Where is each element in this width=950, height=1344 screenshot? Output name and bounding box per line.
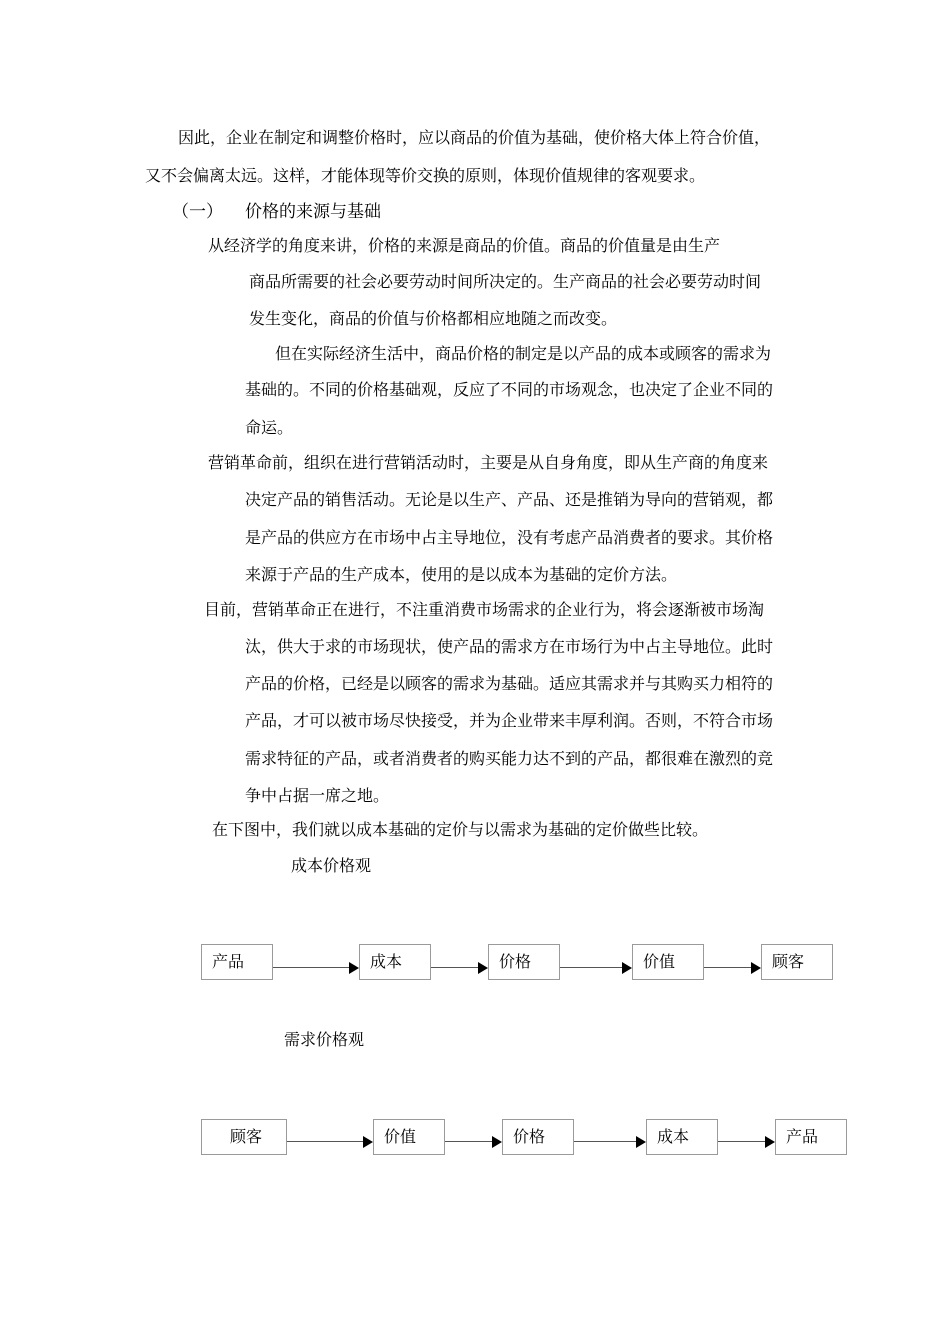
diagram-1-node-value: 价值 bbox=[632, 944, 704, 980]
paragraph-1-line-2: 又不会偏离太远。这样，才能体现等价交换的原则，体现价值规律的客观要求。 bbox=[145, 166, 706, 185]
paragraph-3-line-3: 命运。 bbox=[245, 418, 294, 437]
diagram-1-title: 成本价格观 bbox=[291, 856, 372, 875]
section-title: 价格的来源与基础 bbox=[245, 202, 381, 222]
paragraph-3-line-1: 但在实际经济生活中，商品价格的制定是以产品的成本或顾客的需求为 bbox=[275, 344, 772, 363]
paragraph-5-line-2: 汰，供大于求的市场现状，使产品的需求方在市场行为中占主导地位。此时 bbox=[245, 637, 774, 656]
paragraph-3-line-2: 基础的。不同的价格基础观，反应了不同的市场观念，也决定了企业不同的 bbox=[245, 380, 774, 399]
paragraph-1-line-1: 因此，企业在制定和调整价格时，应以商品的价值为基础，使价格大体上符合价值， bbox=[178, 128, 771, 147]
diagram-1-arrow-2 bbox=[431, 962, 488, 974]
diagram-2-node-value: 价值 bbox=[373, 1119, 445, 1155]
diagram-2-arrow-3 bbox=[574, 1136, 646, 1148]
paragraph-5-line-6: 争中占据一席之地。 bbox=[245, 786, 390, 805]
paragraph-2-line-2: 商品所需要的社会必要劳动时间所决定的。生产商品的社会必要劳动时间 bbox=[249, 272, 762, 291]
paragraph-4-line-1: 营销革命前，组织在进行营销活动时，主要是从自身角度，即从生产商的角度来 bbox=[208, 453, 769, 472]
section-number: （一） bbox=[172, 202, 223, 222]
diagram-1-node-price: 价格 bbox=[488, 944, 560, 980]
diagram-2-node-product: 产品 bbox=[775, 1119, 847, 1155]
diagram-1-arrow-4 bbox=[704, 962, 761, 974]
diagram-1-arrow-3 bbox=[560, 962, 632, 974]
paragraph-5-line-3: 产品的价格，已经是以顾客的需求为基础。适应其需求并与其购买力相符的 bbox=[245, 674, 774, 693]
paragraph-4-line-3: 是产品的供应方在市场中占主导地位，没有考虑产品消费者的要求。其价格 bbox=[245, 528, 774, 547]
diagram-2-title: 需求价格观 bbox=[284, 1030, 365, 1049]
diagram-2-arrow-1 bbox=[287, 1136, 373, 1148]
diagram-1-node-customer: 顾客 bbox=[761, 944, 833, 980]
diagram-1-arrow-1 bbox=[273, 962, 359, 974]
diagram-1-node-cost: 成本 bbox=[359, 944, 431, 980]
paragraph-5-line-1: 目前，营销革命正在进行，不注重消费市场需求的企业行为，将会逐渐被市场淘 bbox=[204, 600, 765, 619]
diagram-2-arrow-2 bbox=[445, 1136, 502, 1148]
diagram-2-arrow-4 bbox=[718, 1136, 775, 1148]
diagram-2-node-cost: 成本 bbox=[646, 1119, 718, 1155]
diagram-1-node-product: 产品 bbox=[201, 944, 273, 980]
diagram-2-node-customer: 顾客 bbox=[201, 1119, 287, 1155]
diagram-2-node-price: 价格 bbox=[502, 1119, 574, 1155]
paragraph-4-line-2: 决定产品的销售活动。无论是以生产、产品、还是推销为导向的营销观，都 bbox=[245, 490, 774, 509]
paragraph-5-line-4: 产品，才可以被市场尽快接受，并为企业带来丰厚利润。否则，不符合市场 bbox=[245, 711, 774, 730]
paragraph-5-line-5: 需求特征的产品，或者消费者的购买能力达不到的产品，都很难在激烈的竞 bbox=[245, 749, 774, 768]
paragraph-2-line-1: 从经济学的角度来讲，价格的来源是商品的价值。商品的价值量是由生产 bbox=[208, 236, 721, 255]
paragraph-6-line-1: 在下图中，我们就以成本基础的定价与以需求为基础的定价做些比较。 bbox=[212, 820, 709, 839]
paragraph-4-line-4: 来源于产品的生产成本，使用的是以成本为基础的定价方法。 bbox=[245, 565, 678, 584]
paragraph-2-line-3: 发生变化，商品的价值与价格都相应地随之而改变。 bbox=[249, 309, 618, 328]
